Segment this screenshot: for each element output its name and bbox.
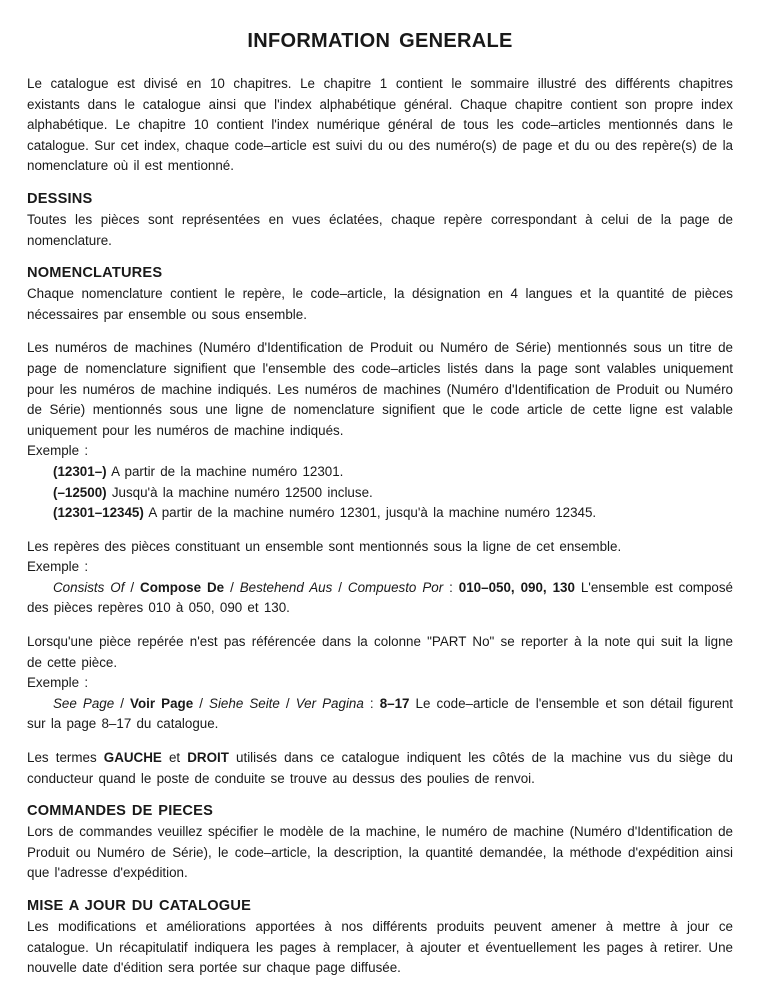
- see-page-code: 8–17: [379, 695, 410, 711]
- see-page-en: See Page: [53, 695, 115, 711]
- nomenclatures-body: Chaque nomenclature contient le repère, le code–article, la désignation en 4 langues et la quantité de pièces nécessaires par ensemble ou sous ensemble.: [27, 286, 733, 322]
- section-heading-mise-a-jour: MISE A JOUR DU CATALOGUE: [27, 898, 252, 914]
- commandes-body: Lors de commandes veuillez spécifier le modèle de la machine, le numéro de machine (Numéro d'Identification de Produit ou Numéro de Série), le code–article, la description, la quantité demandée, la méthode d'expédition ainsi que l'adresse d'expédition.: [27, 824, 733, 881]
- reperes-example-label: Exemple :: [27, 559, 89, 575]
- consists-of-en: Consists Of: [53, 579, 125, 595]
- part-no-text: Lorsqu'une pièce repérée n'est pas référencée dans la colonne "PART No" se reporter à la note qui suit la ligne de cette pièce.: [27, 634, 733, 670]
- consists-of-de: Bestehend Aus: [239, 579, 333, 595]
- machine-range-code: (12301–): [53, 463, 107, 479]
- section-heading-commandes: COMMANDES DE PIECES: [27, 803, 214, 820]
- intro-paragraph: Le catalogue est divisé en 10 chapitres. Le chapitre 1 contient le sommaire illustré des différents chapitres existants dans le catalogue ainsi que l'index alphabétique général. Chaque chapitre contient son propre index alphabétique. Le chapitre 10 contient l'index numérique général de tous les code–articles mentionnés dans le catalogue. Sur cet index, chaque code–article est suivi du ou des numéro(s) de page et du ou des repère(s) de la nomenclature où il est mentionné.: [27, 76, 733, 174]
- example-text: A partir de la machine numéro 12301.: [106, 463, 344, 479]
- part-no-block: [27, 632, 733, 735]
- see-page-explanation: Le code–article de l'ensemble et son détail figurent sur la page 8–17 du catalogue.: [27, 695, 734, 732]
- see-page-de: Siehe Seite: [209, 695, 280, 711]
- machine-numbers-block: [27, 338, 733, 523]
- termes-suffix: utilisés dans ce catalogue indiquent les côtés de la machine vus du siège du conducteur quand le poste de conduite se trouve au dessus des poulies de renvoi.: [27, 750, 733, 786]
- part-no-example-label: Exemple :: [27, 675, 89, 691]
- consists-of-example: [27, 578, 733, 619]
- example-text: Jusqu'à la machine numéro 12500 incluse.: [106, 484, 373, 500]
- termes-droit: DROIT: [187, 750, 229, 766]
- machine-number-examples: [27, 462, 733, 524]
- separator: /: [114, 695, 131, 711]
- machine-numbers-text: Les numéros de machines (Numéro d'Identification de Produit ou Numéro de Série) mentionnés sous un titre de page de nomenclature signifient que l'ensemble des code–articles listés dans la page sont valables uniquement pour les numéros de machine indiqués. Les numéros de machines (Numéro d'Identification de Produit ou Numéro de Série) mentionnés sous une ligne de nomenclature signifient que le code article de cette ligne est valable uniquement pour les numéros de machine indiqués.: [27, 340, 733, 438]
- consists-of-fr: Compose De: [140, 579, 225, 595]
- machine-numbers-example-label: Exemple :: [27, 443, 89, 459]
- separator: /: [279, 695, 296, 711]
- mise-a-jour-body: Les modifications et améliorations apportées à nos différents produits peuvent amener à mettre à jour ce catalogue. Un récapitulatif indiquera les pages à remplacer, à ajouter et éventuellement les pages à retirer. Une nouvelle date d'édition sera portée sur chaque page diffusée.: [27, 919, 733, 976]
- separator: /: [332, 579, 348, 595]
- consists-of-codes: 010–050, 090, 130: [458, 579, 575, 595]
- page-title: INFORMATION GENERALE: [247, 30, 513, 52]
- dessins-body: Toutes les pièces sont représentées en vues éclatées, chaque repère correspondant à celui de la page de nomenclature.: [27, 211, 733, 248]
- separator: /: [193, 695, 210, 711]
- consists-of-es: Compuesto Por: [347, 579, 444, 595]
- termes-gauche: GAUCHE: [103, 750, 162, 766]
- separator: /: [224, 579, 240, 595]
- example-text: A partir de la machine numéro 12301, jusqu'à la machine numéro 12345.: [143, 505, 597, 521]
- example-line-from: [53, 462, 733, 483]
- section-heading-dessins: DESSINS: [27, 190, 93, 207]
- see-page-es: Ver Pagina: [295, 695, 364, 711]
- example-line-between: [53, 503, 733, 524]
- reperes-text: Les repères des pièces constituant un ensemble sont mentionnés sous la ligne de cet ensemble.: [27, 538, 622, 554]
- see-page-fr: Voir Page: [130, 695, 194, 711]
- see-page-example: [27, 694, 733, 735]
- machine-range-code: (12301–12345): [53, 505, 144, 521]
- separator: /: [124, 579, 141, 595]
- termes-paragraph: [27, 748, 733, 789]
- colon-separator: :: [363, 695, 380, 711]
- section-heading-nomenclatures: NOMENCLATURES: [27, 265, 163, 282]
- machine-range-code: (–12500): [53, 484, 107, 500]
- reperes-block: [27, 537, 733, 619]
- termes-et: et: [161, 750, 188, 766]
- termes-prefix: Les termes: [27, 750, 104, 766]
- consists-of-explanation: L'ensemble est composé des pièces repères 010 à 050, 090 et 130.: [27, 579, 734, 616]
- colon-separator: :: [443, 579, 459, 595]
- example-line-until: [53, 483, 733, 504]
